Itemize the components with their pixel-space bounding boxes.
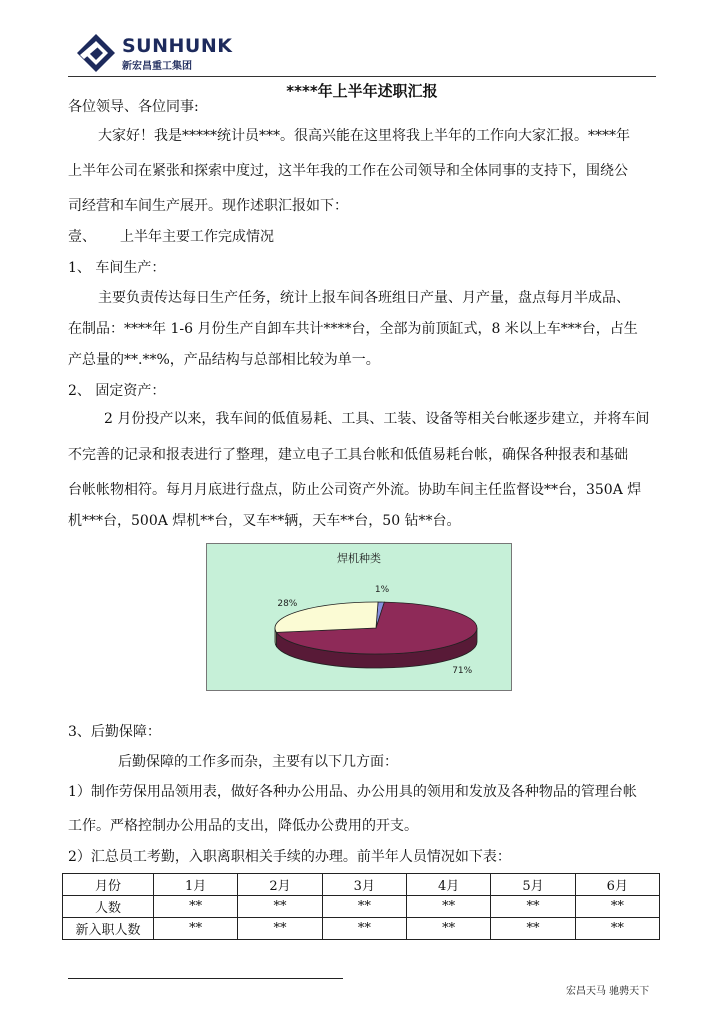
table-cell: ** bbox=[491, 896, 575, 918]
item-2-line-4: 机***台，500A 焊机**台，叉车**辆，天车**台，50 钻**台。 bbox=[68, 513, 461, 529]
table-header-cell: 月份 bbox=[63, 874, 154, 896]
footer-slogan: 宏昌天马 驰骋天下 bbox=[566, 986, 650, 997]
header-divider bbox=[68, 76, 656, 77]
table-cell: ** bbox=[154, 918, 238, 940]
table-row bbox=[63, 918, 660, 940]
item-2-line-1: 2 月份投产以来，我车间的低值易耗、工具、工装、设备等相关台帐逐步建立，并将车间 bbox=[104, 411, 650, 427]
item-1-line-2: 在制品：****年 1-6 月份生产自卸车共计****台，全部为前顶缸式，8 米以上车***台，占生 bbox=[68, 321, 638, 337]
item-2-heading: 2、 固定资产： bbox=[68, 383, 166, 399]
intro-line-2: 上半年公司在紧张和探索中度过，这半年我的工作在公司领导和全体同事的支持下，围绕公 bbox=[68, 163, 628, 179]
welder-type-chart bbox=[206, 543, 512, 691]
item-3-sub2: 2）汇总员工考勤，入职离职相关手续的办理。前半年人员情况如下表： bbox=[68, 849, 511, 865]
pie-data-label: 71% bbox=[452, 666, 473, 677]
table-cell: ** bbox=[154, 896, 238, 918]
section-1-heading: 上半年主要工作完成情况 bbox=[120, 229, 274, 245]
table-header-cell: 3月 bbox=[322, 874, 406, 896]
table-row bbox=[63, 896, 660, 918]
item-1-heading: 1、 车间生产： bbox=[68, 260, 166, 276]
table-cell: 新入职人数 bbox=[63, 918, 154, 940]
company-logo bbox=[76, 33, 276, 73]
table-header-cell: 6月 bbox=[575, 874, 659, 896]
pie-data-label: 28% bbox=[277, 598, 298, 609]
table-cell: ** bbox=[238, 918, 322, 940]
item-3-heading: 3、后勤保障： bbox=[68, 724, 161, 740]
item-3-sub1-line-1: 1）制作劳保用品领用表，做好各种办公用品、办公用具的领用和发放及各种物品的管理台帐 bbox=[68, 784, 637, 800]
intro-line-1: 大家好！我是*****统计员***。很高兴能在这里将我上半年的工作向大家汇报。****年 bbox=[98, 128, 630, 144]
item-2-line-3: 台帐帐物相符。每月月底进行盘点，防止公司资产外流。协助车间主任监督设**台，350A 焊 bbox=[68, 482, 642, 498]
table-cell: ** bbox=[491, 918, 575, 940]
table-header-row bbox=[63, 874, 660, 896]
table-cell: ** bbox=[575, 918, 659, 940]
table-cell: ** bbox=[575, 896, 659, 918]
item-3-lead: 后勤保障的工作多而杂，主要有以下几方面： bbox=[118, 754, 398, 770]
table-cell: ** bbox=[238, 896, 322, 918]
table-cell: 人数 bbox=[63, 896, 154, 918]
chart-title: 焊机种类 bbox=[337, 552, 381, 565]
table-cell: ** bbox=[406, 896, 490, 918]
item-1-line-3: 产总量的**.**%，产品结构与总部相比较为单一。 bbox=[68, 352, 380, 368]
section-1-number: 壹、 bbox=[68, 229, 96, 245]
table-cell: ** bbox=[322, 896, 406, 918]
table-header-cell: 2月 bbox=[238, 874, 322, 896]
item-3-sub1-line-2: 工作。严格控制办公用品的支出，降低办公费用的开支。 bbox=[68, 818, 418, 834]
table-header-cell: 1月 bbox=[154, 874, 238, 896]
table-cell: ** bbox=[406, 918, 490, 940]
table-header-cell: 5月 bbox=[491, 874, 575, 896]
staff-table bbox=[62, 873, 660, 940]
item-1-line-1: 主要负责传达每日生产任务，统计上报车间各班组日产量、月产量，盘点每月半成品、 bbox=[98, 290, 630, 306]
salutation: 各位领导、各位同事: bbox=[68, 99, 199, 115]
sunhunk-logo-icon bbox=[76, 33, 116, 73]
intro-line-3: 司经营和车间生产展开。现作述职汇报如下： bbox=[68, 198, 348, 214]
brand-name-cn: 新宏昌重工集团 bbox=[122, 61, 192, 72]
table-header-cell: 4月 bbox=[406, 874, 490, 896]
item-2-line-2: 不完善的记录和报表进行了整理，建立电子工具台帐和低值易耗台帐，确保各种报表和基础 bbox=[68, 447, 628, 463]
document-title: ****年上半年述职汇报 bbox=[286, 82, 438, 100]
pie-chart-svg bbox=[207, 544, 511, 690]
table-cell: ** bbox=[322, 918, 406, 940]
brand-name-en: SUNHUNK bbox=[122, 35, 233, 57]
pie-data-label: 1% bbox=[374, 585, 390, 596]
footer-divider bbox=[68, 978, 343, 979]
